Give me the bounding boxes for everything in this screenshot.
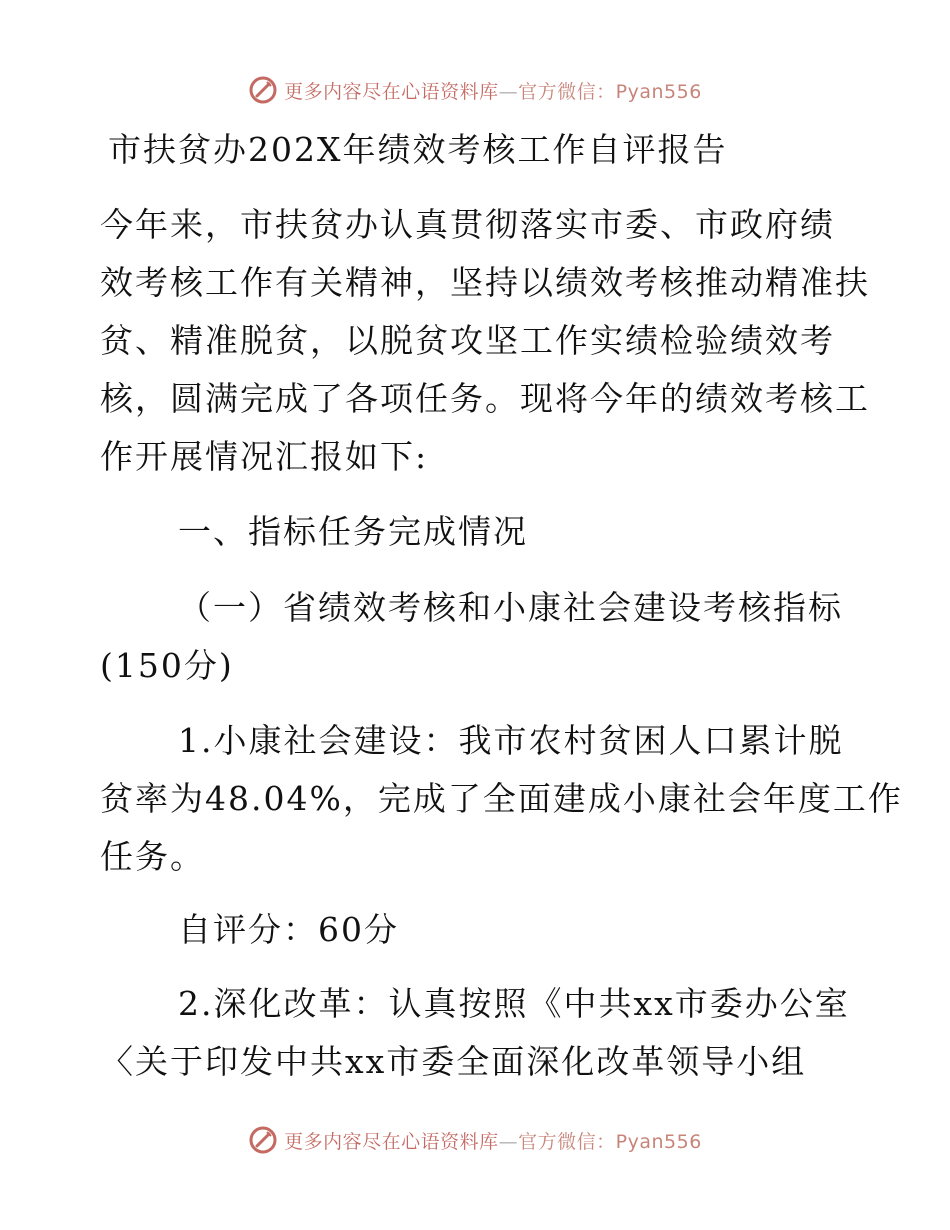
watermark-separator: — (498, 1130, 519, 1153)
watermark-text (284, 1127, 702, 1154)
paragraph-line: 核，圆满完成了各项任务。现将今年的绩效考核工 (100, 379, 870, 418)
paragraph-line: 今年来，市扶贫办认真贯彻落实市委、市政府绩 (100, 205, 835, 244)
paragraph-line: 2.深化改革：认真按照《中共xx市委办公室 (178, 984, 850, 1023)
paragraph-line: 贫、精准脱贫，以脱贫攻坚工作实绩检验绩效考 (100, 321, 835, 360)
subsection-heading-cont: (150分) (100, 646, 234, 685)
paragraph-line: 〈关于印发中共xx市委全面深化改革领导小组 (100, 1042, 807, 1081)
paragraph-line: 效考核工作有关精神，坚持以绩效考核推动精准扶 (100, 263, 870, 302)
watermark-separator: — (498, 80, 519, 103)
watermark-site: 更多内容尽在心语资料库 (284, 80, 499, 103)
paragraph-line: 作开展情况汇报如下: (100, 437, 429, 476)
self-score: 自评分：60分 (178, 910, 399, 949)
watermark-header (0, 70, 950, 110)
watermark-text (284, 77, 702, 104)
watermark-logo-icon (248, 1125, 278, 1155)
subsection-heading: （一）省绩效考核和小康社会建设考核指标 (178, 588, 843, 627)
watermark-site: 更多内容尽在心语资料库 (284, 1130, 499, 1153)
watermark-contact: 官方微信：Pyan556 (518, 1130, 702, 1153)
watermark-footer (0, 1120, 950, 1160)
section-heading: 一、指标任务完成情况 (178, 512, 528, 551)
paragraph-line: 任务。 (100, 837, 205, 876)
paragraph-line: 贫率为48.04%，完成了全面建成小康社会年度工作 (100, 779, 903, 818)
document-title: 市扶贫办202X年绩效考核工作自评报告 (108, 130, 728, 169)
paragraph-line: 1.小康社会建设：我市农村贫困人口累计脱 (178, 721, 844, 760)
watermark-contact: 官方微信：Pyan556 (518, 80, 702, 103)
watermark-logo-icon (248, 75, 278, 105)
